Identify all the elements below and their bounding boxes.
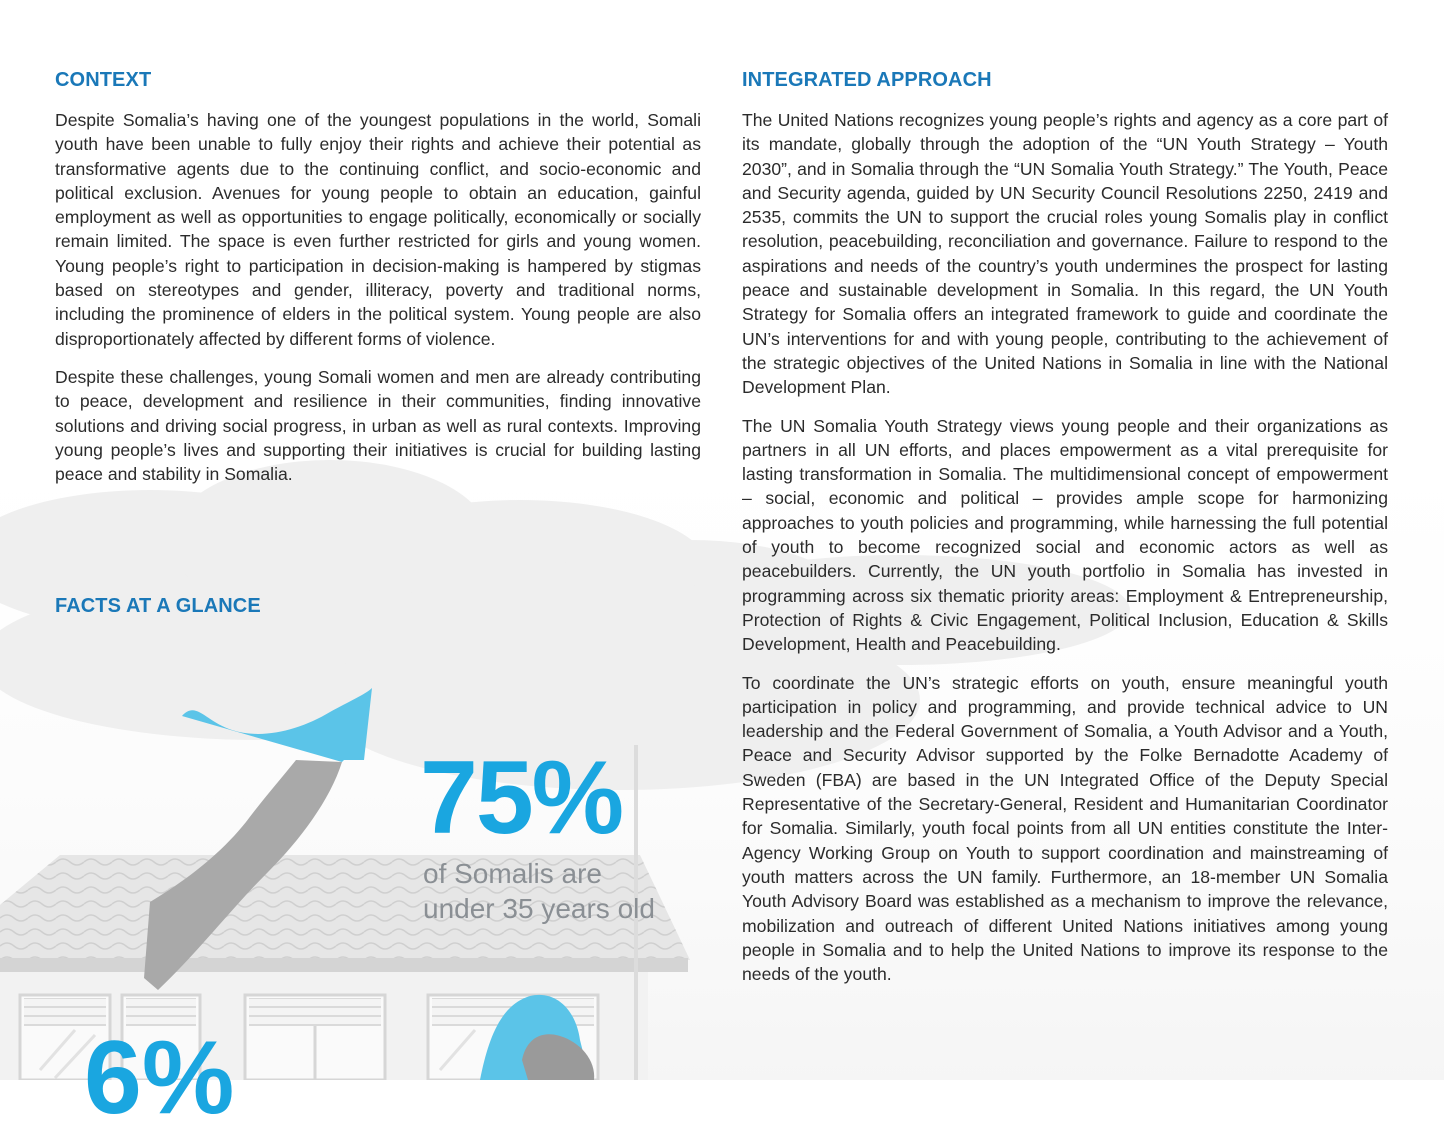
integrated-approach-section (742, 66, 1388, 1000)
stat-second-percentage: 6% (84, 1020, 235, 1136)
stat-caption-line-1: of Somalis are (423, 858, 602, 889)
context-section (55, 66, 701, 500)
context-paragraph-1: Despite Somalia’s having one of the youngest populations in the world, Somali youth have been unable to fully enjoy their rights and achieve their potential as transformative agents due to the continuing conflict, and socio-economic and political exclusion. Avenues for young people to obtain an education, gainful employment as well as opportunities to engage politically, economically or socially remain limited. The space is even further restricted for girls and young women. Young people’s right to participation in decision-making is hampered by stigmas based on stereotypes and gender, illiteracy, poverty and traditional norms, including the prominence of elders in the political system. Young people are also disproportionately affected by different forms of violence. (55, 110, 701, 349)
stat-youth-percentage: 75% (420, 740, 623, 856)
stat-caption-line-2: under 35 years old (423, 893, 655, 924)
context-paragraph-2: Despite these challenges, young Somali women and men are already contributing to peace, development and resilience in their communities, finding innovative solutions and driving social progress, in urban as well as rural contexts. Improving young people’s lives and supporting their initiatives is crucial for building lasting peace and stability in Somalia. (55, 366, 701, 485)
integrated-paragraph-1: The United Nations recognizes young people’s rights and agency as a core part of its mandate, globally through the adoption of the “UN Youth Strategy – Youth 2030”, and in Somalia through the “UN Somalia Youth Strategy.” The Youth, Peace and Security agenda, guided by UN Security Council Resolutions 2250, 2419 and 2535, commits the UN to support the crucial roles young Somalis play in conflict resolution, peacebuilding, reconciliation and governance. Failure to respond to the aspirations and needs of the country’s youth undermines the prospect for lasting peace and sustainable development in Somalia. In this regard, the UN Youth Strategy for Somalia offers an integrated framework to guide and coordinate the UN’s interventions for and with young people, contributing to the achievement of the strategic objectives of the United Nations in Somalia in line with the National Development Plan. (742, 110, 1388, 398)
stat-youth-caption (423, 856, 655, 926)
integrated-paragraph-2: The UN Somalia Youth Strategy views young people and their organizations as partners in all UN efforts, and places empowerment as a vital prerequisite for lasting transformation in Somalia. The multidimensional concept of empowerment – social, economic and political – provides ample scope for harmonizing approaches to youth policies and programming, while harnessing the full potential of youth to become recognized social and economic actors as well as peacebuilders. Currently, the UN youth portfolio in Somalia has invested in programming across six thematic priority areas: Employment & Entrepreneurship, Protection of Rights & Civic Engagement, Political Inclusion, Education & Skills Development, Health and Peacebuilding. (742, 415, 1388, 655)
context-heading: CONTEXT (55, 69, 152, 91)
integrated-paragraph-3: To coordinate the UN’s strategic efforts on youth, ensure meaningful youth participation in policy and programming, and provide technical advice to UN leadership and the Federal Government of Somalia, a Youth Advisor and a Youth, Peace and Security Advisor supported by the Folke Bernadotte Academy of Sweden (FBA) are based in the UN Integrated Office of the Deputy Special Representative of the Secretary-General, Resident and Humanitarian Coordinator for Somalia. Similarly, youth focal points from all UN entities constitute the Inter-Agency Working Group on Youth to support coordination and mainstreaming of youth matters across the UN family. Furthermore, an 18-member UN Somalia Youth Advisory Board was established as a mechanism to improve the relevance, mobilization and outreach of different United Nations initiatives among young people in Somalia and to help the United Nations to improve its response to the needs of the youth. (742, 672, 1388, 985)
facts-heading: FACTS AT A GLANCE (55, 595, 261, 617)
integrated-approach-heading: INTEGRATED APPROACH (742, 69, 992, 91)
